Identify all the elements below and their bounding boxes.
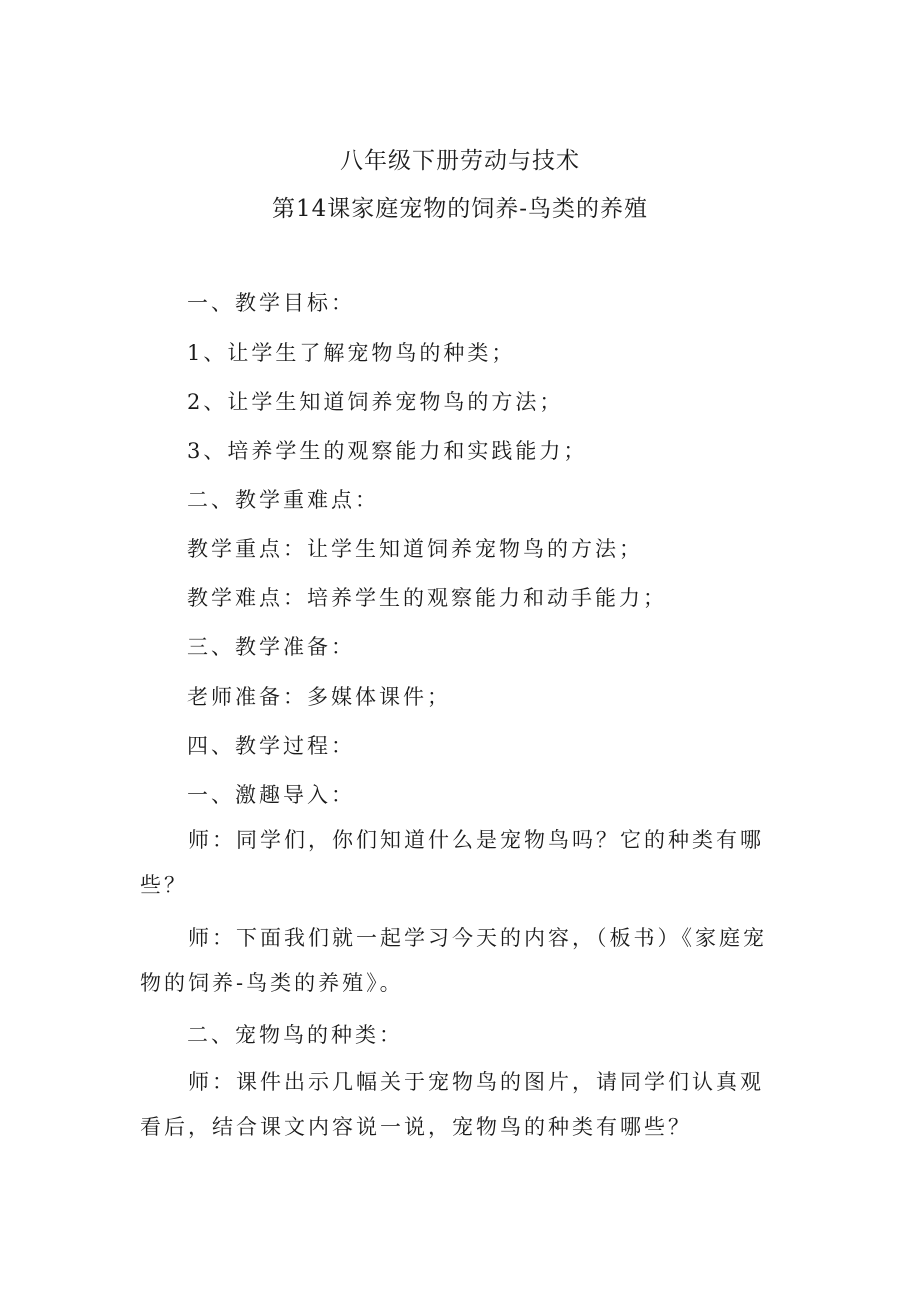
heading-teaching-process: 四、教学过程： [187, 734, 355, 758]
document-title-lesson: 第14课家庭宠物的饲养-鸟类的养殖 [271, 196, 649, 222]
key-point-text: 教学重点：让学生知道饲养宠物鸟的方法； [187, 537, 643, 561]
paragraph-intro-question: 师：同学们，你们知道什么是宠物鸟吗？它的种类有哪些？ [140, 828, 764, 897]
goal-item-3: 3、培养学生的观察能力和实践能力； [187, 439, 588, 463]
heading-bird-types: 二、宠物鸟的种类： [187, 1023, 403, 1047]
goal-item-2: 2、让学生知道饲养宠物鸟的方法； [187, 390, 564, 414]
preparation-text: 老师准备：多媒体课件； [187, 685, 451, 709]
heading-teaching-goals: 一、教学目标： [187, 291, 355, 315]
heading-introduction: 一、激趣导入： [187, 783, 355, 807]
goal-item-1: 1、让学生了解宠物鸟的种类； [187, 341, 516, 365]
document-title-grade: 八年级下册劳动与技术 [340, 148, 580, 174]
heading-key-points: 二、教学重难点： [187, 488, 379, 512]
difficult-point-text: 教学难点：培养学生的观察能力和动手能力； [187, 586, 667, 610]
paragraph-intro-topic: 师：下面我们就一起学习今天的内容，（板书）《家庭宠物的饲养-鸟类的养殖》。 [140, 926, 767, 995]
heading-preparation: 三、教学准备： [187, 635, 355, 659]
paragraph-bird-types: 师：课件出示几幅关于宠物鸟的图片，请同学们认真观看后，结合课文内容说一说，宠物鸟的种类有哪些？ [140, 1070, 764, 1139]
